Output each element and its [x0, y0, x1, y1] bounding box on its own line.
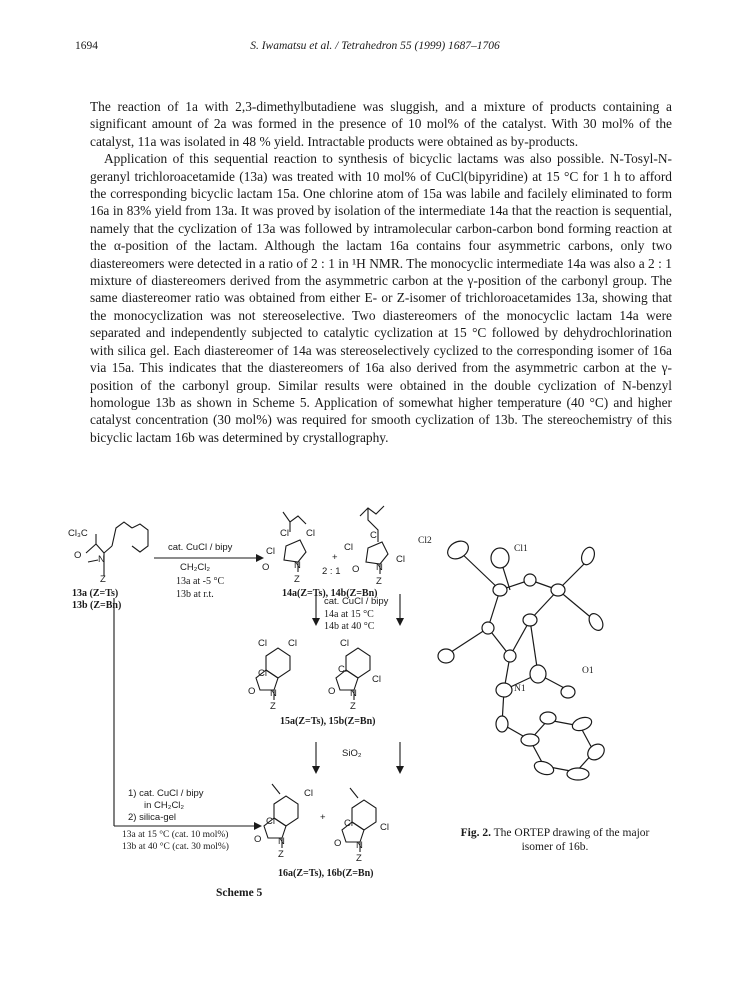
prod16-o-right: O	[334, 838, 342, 849]
ortep-atom-cl1: Cl1	[514, 544, 528, 554]
int14-cl-f: Cl	[396, 554, 405, 565]
step1-cond-a: 13a at -5 °C	[176, 576, 225, 587]
int15-o-left: O	[248, 686, 256, 697]
prod16-label: 16a(Z=Ts), 16b(Z=Bn)	[278, 868, 374, 879]
int14-o-left: O	[262, 562, 270, 573]
int14-label: 14a(Z=Ts), 14b(Z=Bn)	[282, 588, 378, 599]
direct-step-2: 2) silica-gel	[128, 812, 177, 823]
direct-step-1: 1) cat. CuCl / bipy	[128, 788, 204, 799]
step1-solvent: CH₂Cl₂	[180, 562, 211, 573]
int14-cl-b: Cl	[280, 528, 289, 539]
prod16-o-left: O	[254, 834, 262, 845]
int15-cl-a: Cl	[258, 638, 267, 649]
step2-reagent: cat. CuCl / bipy	[324, 596, 389, 607]
scheme-title: Scheme 5	[216, 887, 263, 899]
prod16-cl-c: Cl	[344, 818, 353, 829]
int14-o-right: O	[352, 564, 360, 575]
int14-ratio: 2 : 1	[322, 566, 341, 577]
figure-caption	[450, 826, 660, 854]
ortep-atom-cl2: Cl2	[418, 536, 432, 546]
ortep-bonds	[448, 550, 594, 740]
prod16-cl-a: Cl	[304, 788, 313, 799]
page-number: 1694	[75, 40, 98, 52]
sm-z: Z	[100, 574, 106, 585]
int15-z-left: Z	[270, 701, 276, 712]
page-header	[75, 40, 675, 58]
step3-reagent: SiO₂	[342, 748, 362, 759]
int15-n-right: N	[350, 688, 357, 699]
sm-n: N	[98, 554, 105, 565]
prod16-z-left: Z	[278, 849, 284, 860]
step2-cond-a: 14a at 15 °C	[324, 609, 374, 620]
paragraph-2: Application of this sequential reaction to synthesis of bicyclic lactams was also possible. N-Tosyl-N-geranyl trichloroacetamide (13a) was treated with 10 mol% of CuCl(bipyridine) at 15 °C for 1 h to afford the corresponding bicyclic lactam 15a. One chlorine atom of 15a was labile and facilely eliminated to form 16a in 83% yield from 13a. It was proved by isolation of the intermediate 14a that the reaction is sequential, namely that the cyclization of 13a was followed by intramolecular carbon-carbon bond forming reaction at the α-position of the lactam. Although the lactam 16a contains four asymmetric carbons, only two diastereomers were detected in a ratio of 2 : 1 in ¹H NMR. The monocyclic intermediate 14a was also a 2 : 1 mixture of diastereomers derived from the asymmetric carbon at the γ-position of the carbonyl group. The same diastereomer ratio was obtained from either E- or Z-isomer of trichloroacetamides 13a, showing that the monocyclization was not stereoselective. Two diastereomers of the monocyclic lactam 14a were separated and independently subjected to catalytic cyclization at 15 °C followed by dehydrochlorination with silica gel. Each diastereomer of 14a was stereoselectively cyclized to the corresponding isomer of 16a via 15a. This indicates that the diastereomers of 16a also derived from the asymmetric carbon at the γ-position of the carbonyl group. Similar results were obtained in the double cyclization of N-benzyl homologue 13b as shown in Scheme 5. Application of somewhat higher temperature (40 °C) and higher catalyst concentration (30 mol%) was required for smooth cyclization of 13b. The stereochemistry of this bicyclic lactam 16b was determined by crystallography.	[90, 151, 672, 445]
direct-cond-a: 13a at 15 °C (cat. 10 mol%)	[122, 830, 229, 840]
ortep-atom-n1: N1	[514, 684, 526, 694]
int15-z-right: Z	[350, 701, 356, 712]
int15-o-right: O	[328, 686, 336, 697]
step2-cond-b: 14b at 40 °C	[324, 621, 375, 632]
sm-13a-label: 13a (Z=Ts)	[72, 588, 119, 599]
prod16-plus: +	[320, 812, 326, 823]
step1-cond-b: 13b at r.t.	[176, 589, 214, 600]
direct-step-1b: in CH₂Cl₂	[144, 800, 185, 811]
ortep-atom-o1: O1	[582, 666, 594, 676]
direct-cond-b: 13b at 40 °C (cat. 30 mol%)	[122, 842, 229, 852]
int15-n-left: N	[270, 688, 277, 699]
sm-cl3c: Cl₃C	[68, 528, 88, 539]
int15-cl-b: Cl	[288, 638, 297, 649]
int14-z-left: Z	[294, 574, 300, 585]
int15-cl-d: Cl	[340, 638, 349, 649]
int14-cl-a: Cl	[266, 546, 275, 557]
int14-cl-e: Cl	[370, 530, 379, 541]
int14-n-left: N	[294, 560, 301, 571]
structure-13	[86, 522, 148, 576]
int15-cl-f: Cl	[372, 674, 381, 685]
int14-z-right: Z	[376, 576, 382, 587]
ortep-drawing	[418, 520, 668, 815]
prod16-n-left: N	[278, 836, 285, 847]
int14-cl-d: Cl	[344, 542, 353, 553]
prod16-cl-d: Cl	[380, 822, 389, 833]
sm-o: O	[74, 550, 82, 561]
ortep-benzyl-ring	[521, 712, 607, 780]
prod16-z-right: Z	[356, 853, 362, 864]
int15-cl-e: Cl	[338, 664, 347, 675]
int14-cl-c: Cl	[306, 528, 315, 539]
figure-caption-text: The ORTEP drawing of the major isomer of 16b.	[493, 827, 650, 853]
prod16-cl-b: Cl	[266, 816, 275, 827]
running-head: S. Iwamatsu et al. / Tetrahedron 55 (1999) 1687–1706	[250, 40, 500, 52]
ortep-figure	[418, 520, 668, 815]
prod16-n-right: N	[356, 840, 363, 851]
sm-13b-label: 13b (Z=Bn)	[72, 600, 122, 611]
int15-cl-c: Cl	[258, 668, 267, 679]
int15-label: 15a(Z=Ts), 15b(Z=Bn)	[280, 716, 376, 727]
int14-n-right: N	[376, 562, 383, 573]
paragraph-1: The reaction of 1a with 2,3-dimethylbutadiene was sluggish, and a mixture of products containing a significant amount of 2a was formed in the presence of 10 mol% of the catalyst. With 30 mol% of the catalyst, 11a was isolated in 48 % yield. Intractable products were obtained as by-products.	[90, 99, 672, 149]
body-text	[90, 98, 672, 446]
figure-caption-label: Fig. 2.	[460, 827, 491, 839]
int14-plus: +	[332, 552, 338, 563]
step1-reagent: cat. CuCl / bipy	[168, 542, 233, 553]
